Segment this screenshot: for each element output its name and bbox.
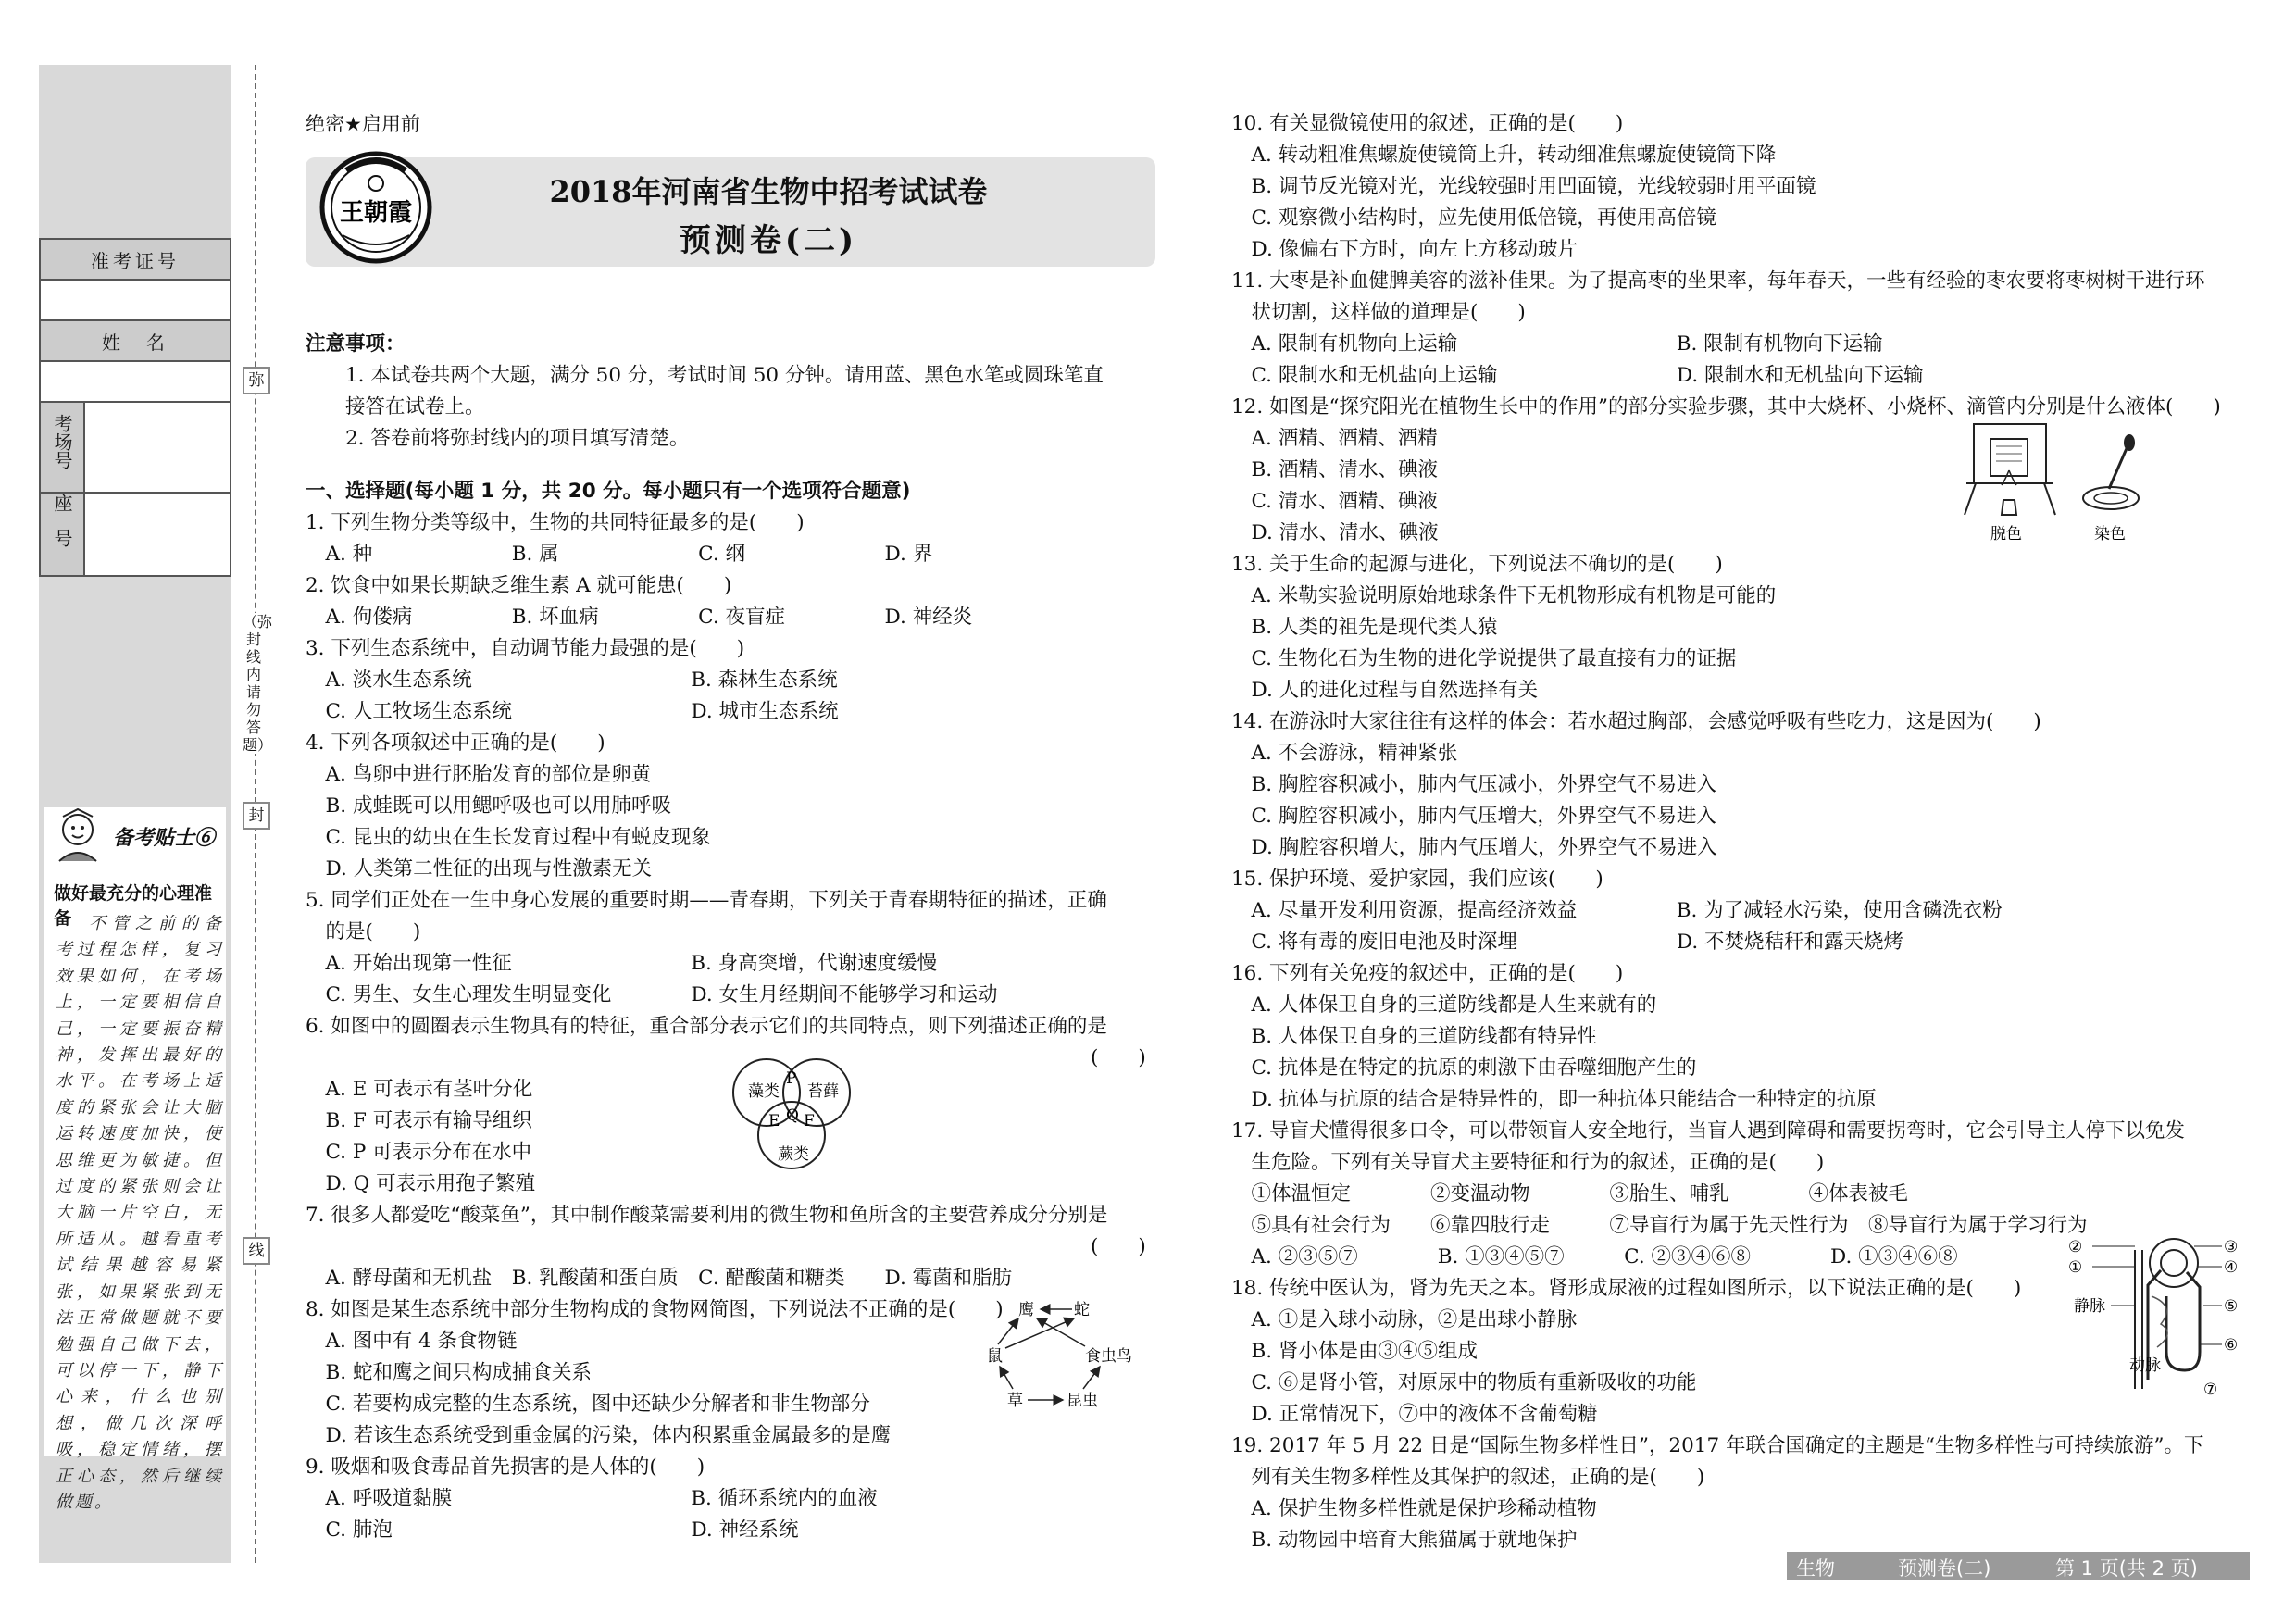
question-stem-cont: 生危险。下列有关导盲犬主要特征和行为的叙述，正确的是( ): [1231, 1151, 1825, 1174]
page-footer: [1787, 1552, 2250, 1580]
experiment-diagram: [1953, 419, 2157, 548]
venn-label: 藻类: [748, 1082, 780, 1101]
brand-logo: [318, 150, 433, 265]
question-option: A. 酒精、酒精、酒精: [1231, 427, 1438, 450]
question-stem-cont: 的是( ): [306, 920, 421, 943]
food-web-node: 食虫鸟: [1085, 1347, 1132, 1366]
question-option: B. 酒精、清水、碘液: [1231, 458, 1438, 481]
question-option: A. 转动粗准焦螺旋使镜筒上升，转动细准焦螺旋使镜筒下降: [1231, 144, 1777, 167]
name-field[interactable]: [40, 361, 231, 402]
question-option: B. 动物园中培育大熊猫属于就地保护: [1231, 1529, 1578, 1552]
seal-note: （弥封线内请勿答题）: [243, 613, 273, 754]
exam-tips-box: [44, 807, 226, 1512]
question-option: B. 蛇和鹰之间只构成捕食关系: [306, 1361, 592, 1384]
question-option: D. 若该生态系统受到重金属的污染，体内积累重金属最多的是鹰: [306, 1424, 892, 1447]
question-options: C. 男生、女生心理发生明显变化 D. 女生月经期间不能够学习和运动: [306, 983, 998, 1006]
venn-label: Q: [786, 1106, 799, 1125]
footer-page: 第 1 页(共 2 页): [2055, 1557, 2198, 1580]
notice-line: 2. 答卷前将弥封线内的项目填写清楚。: [306, 427, 690, 450]
question-options: A. 酵母菌和无机盐 B. 乳酸菌和蛋白质 C. 醋酸菌和糖类 D. 霉菌和脂肪: [306, 1267, 1013, 1290]
nephron-label: ④: [2224, 1258, 2239, 1277]
question-option: C. 生物化石为生物的进化学说提供了最直接有力的证据: [1231, 647, 1737, 670]
question-stem: 3. 下列生态系统中，自动调节能力最强的是( ): [306, 637, 745, 660]
question-option: D. 清水、清水、碘液: [1231, 521, 1439, 544]
question-options: A. 种 B. 属 C. 纲 D. 界: [306, 543, 933, 566]
question-options: A. 限制有机物向上运输 B. 限制有机物向下运输: [1231, 332, 1883, 356]
question-options: A. ②③⑤⑦ B. ①③④⑤⑦ C. ②③④⑥⑧ D. ①③④⑥⑧: [1231, 1245, 1958, 1268]
question-options: C. 肺泡 D. 神经系统: [306, 1518, 799, 1542]
logo-text: 王朝霞: [339, 199, 413, 227]
answer-paren: ( ): [1091, 1235, 1146, 1258]
question-option: B. 成蛙既可以用鳃呼吸也可以用肺呼吸: [306, 794, 671, 818]
exam-id-label: 准考证号: [40, 239, 231, 280]
question-option: D. Q 可表示用孢子繁殖: [306, 1172, 536, 1195]
experiment-label: 脱色: [1990, 525, 2022, 544]
question-stem: 1. 下列生物分类等级中，生物的共同特征最多的是( ): [306, 511, 805, 534]
venn-label: P: [786, 1069, 797, 1088]
food-web-node: 昆虫: [1067, 1392, 1098, 1410]
nephron-label: 动脉: [2129, 1356, 2161, 1375]
question-option: D. 胸腔容积增大，肺内气压增大，外界空气不易进入: [1231, 836, 1717, 859]
question-stem: 9. 吸烟和吸食毒品首先损害的是人体的( ): [306, 1456, 705, 1479]
seal-char-feng: 封: [243, 802, 270, 830]
food-web-diagram: [981, 1296, 1148, 1412]
name-label: 姓 名: [40, 320, 231, 361]
question-option: D. 正常情况下，⑦中的液体不含葡萄糖: [1231, 1403, 1598, 1426]
question-options: A. 淡水生态系统 B. 森林生态系统: [306, 669, 838, 692]
question-options: C. 将有毒的废旧电池及时深埋 D. 不焚烧秸秆和露天烧烤: [1231, 931, 1903, 954]
question-option: C. 若要构成完整的生态系统，图中还缺少分解者和非生物部分: [306, 1393, 870, 1416]
question-options: A. 佝偻病 B. 坏血病 C. 夜盲症 D. 神经炎: [306, 606, 973, 629]
venn-label: 蕨类: [778, 1145, 809, 1164]
question-stem: 17. 导盲犬懂得很多口令，可以带领盲人安全地行，当盲人遇到障碍和需要拐弯时，它会引导主人停下以免发: [1231, 1119, 2186, 1143]
question-stem: 12. 如图是“探究阳光在植物生长中的作用”的部分实验步骤，其中大烧杯、小烧杯、滴管内分别是什么液体( ): [1231, 395, 2221, 419]
question-stem: 11. 大枣是补血健脾美容的滋补佳果。为了提高枣的坐果率，每年春天，一些有经验的枣农要将枣树树干进行环: [1231, 269, 2205, 293]
question-stem: 13. 关于生命的起源与进化，下列说法不确切的是( ): [1231, 553, 1723, 576]
question-stem: 18. 传统中医认为，肾为先天之本。肾形成尿液的过程如图所示，以下说法正确的是( ): [1231, 1277, 2022, 1300]
nephron-label: ⑥: [2224, 1336, 2239, 1355]
seal-char-mi: 弥: [243, 367, 270, 394]
tips-heading: 做好最充分的心理准备: [54, 883, 213, 929]
question-option: B. F 可表示有输导组织: [306, 1109, 532, 1132]
notice-heading: 注意事项：: [306, 332, 406, 356]
question-stem: 8. 如图是某生态系统中部分生物构成的食物网简图，下列说法不正确的是( ): [306, 1298, 1004, 1321]
question-options: A. 尽量开发利用资源，提高经济效益 B. 为了减轻水污染，使用含磷洗衣粉: [1231, 899, 2003, 922]
room-label: [40, 402, 84, 493]
question-statements: ⑤具有社会行为 ⑥靠四肢行走 ⑦导盲行为属于先天性行为 ⑧导盲行为属于学习行为: [1231, 1214, 2088, 1237]
food-web-node: 蛇: [1074, 1301, 1090, 1319]
tips-title: 备考贴士⑥: [113, 826, 216, 850]
question-option: B. 肾小体是由③④⑤组成: [1231, 1340, 1478, 1363]
question-option: C. 胸腔容积减小，肺内气压增大，外界空气不易进入: [1231, 805, 1716, 828]
question-stem: 7. 很多人都爱吃“酸菜鱼”，其中制作酸菜需要利用的微生物和鱼所含的主要营养成分分别是: [306, 1204, 1108, 1227]
food-web-node: 草: [1007, 1392, 1023, 1410]
notice-line: 接答在试卷上。: [306, 395, 485, 419]
question-stem: 15. 保护环境、爱护家园，我们应该( ): [1231, 868, 1603, 891]
exam-subtitle: 预测卷(二): [679, 222, 858, 259]
venn-diagram: [722, 1046, 861, 1185]
question-options: C. 限制水和无机盐向上运输 D. 限制水和无机盐向下运输: [1231, 364, 1924, 387]
question-option: A. 米勒实验说明原始地球条件下无机物形成有机物是可能的: [1231, 584, 1777, 607]
question-stem: 16. 下列有关免疫的叙述中，正确的是( ): [1231, 962, 1624, 985]
question-stem: 19. 2017 年 5 月 22 日是“国际生物多样性日”，2017 年联合国确定的主题是“生物多样性与可持续旅游”。下: [1231, 1434, 2204, 1457]
answer-paren: ( ): [1091, 1046, 1146, 1069]
question-option: B. 人体保卫自身的三道防线都有特异性: [1231, 1025, 1597, 1048]
nephron-label: ②: [2068, 1238, 2083, 1256]
footer-paper: 预测卷(二): [1898, 1557, 1991, 1580]
question-option: D. 像偏右下方时，向左上方移动玻片: [1231, 238, 1578, 261]
section-heading: 一、选择题(每小题 1 分，共 20 分。每小题只有一个选项符合题意): [306, 480, 911, 503]
question-option: A. 图中有 4 条食物链: [306, 1330, 518, 1353]
question-options: C. 人工牧场生态系统 D. 城市生态系统: [306, 700, 839, 723]
experiment-label: 染色: [2094, 525, 2126, 544]
question-option: A. 不会游泳，精神紧张: [1231, 742, 1458, 765]
seat-field[interactable]: [84, 493, 231, 576]
question-option: B. 胸腔容积减小，肺内气压减小，外界空气不易进入: [1231, 773, 1716, 796]
question-option: A. E 可表示有茎叶分化: [306, 1078, 533, 1101]
food-web-node: 鹰: [1018, 1301, 1034, 1319]
tips-banner: [50, 807, 222, 863]
question-option: A. 保护生物多样性就是保护珍稀动植物: [1231, 1497, 1597, 1520]
question-option: C. ⑥是肾小管，对原尿中的物质有重新吸收的功能: [1231, 1371, 1697, 1394]
seal-char-xian: 线: [243, 1237, 270, 1265]
question-option: D. 人类第二性征的出现与性激素无关: [306, 857, 653, 881]
exam-id-field[interactable]: [40, 280, 231, 320]
nephron-label: ③: [2224, 1238, 2239, 1256]
question-option: A. ①是入球小动脉，②是出球小静脉: [1231, 1308, 1578, 1331]
venn-label: 苔藓: [807, 1082, 839, 1101]
question-stem: 5. 同学们正处在一生中身心发展的重要时期——青春期，下列关于青春期特征的描述，正确: [306, 889, 1107, 912]
question-stem: 14. 在游泳时大家往往有这样的体会：若水超过胸部，会感觉呼吸有些吃力，这是因为( ): [1231, 710, 2041, 733]
question-statements: ①体温恒定 ②变温动物 ③胎生、哺乳 ④体表被毛: [1231, 1182, 1909, 1206]
room-label-text: 考场号: [51, 414, 73, 469]
seat-label: [40, 493, 84, 576]
question-stem: 10. 有关显微镜使用的叙述，正确的是( ): [1231, 112, 1624, 135]
question-option: B. 调节反光镜对光，光线较强时用凹面镜，光线较弱时用平面镜: [1231, 175, 1816, 198]
nephron-label: ①: [2068, 1258, 2083, 1277]
question-option: A. 人体保卫自身的三道防线都是人生来就有的: [1231, 993, 1657, 1017]
question-option: C. 昆虫的幼虫在生长发育过程中有蜕皮现象: [306, 826, 711, 849]
exam-title: 2018年河南省生物中招考试试卷: [549, 174, 988, 209]
nephron-diagram: [2065, 1231, 2250, 1398]
question-stem-cont: 状切割，这样做的道理是( ): [1231, 301, 1526, 324]
question-option: C. P 可表示分布在水中: [306, 1141, 532, 1164]
question-option: D. 抗体与抗原的结合是特异性的，即一种抗体只能结合一种特定的抗原: [1231, 1088, 1877, 1111]
question-option: C. 观察微小结构时，应先使用低倍镜，再使用高倍镜: [1231, 206, 1716, 230]
question-options: A. 开始出现第一性征 B. 身高突增，代谢速度缓慢: [306, 952, 938, 975]
logo-icon: [318, 150, 433, 265]
question-stem: 6. 如图中的圆圈表示生物具有的特征，重合部分表示它们的共同特点，则下列描述正确的是: [306, 1015, 1107, 1038]
nephron-label: 静脉: [2074, 1297, 2105, 1316]
notice-line: 1. 本试卷共两个大题，满分 50 分，考试时间 50 分钟。请用蓝、黑色水笔或圆珠笔直: [306, 364, 1104, 387]
question-option: D. 人的进化过程与自然选择有关: [1231, 679, 1539, 702]
room-field[interactable]: [84, 402, 231, 493]
candidate-info-table: [39, 238, 231, 577]
venn-label: F: [804, 1112, 815, 1131]
nephron-label: ⑤: [2224, 1297, 2239, 1316]
question-option: B. 人类的祖先是现代类人猿: [1231, 616, 1498, 639]
seat-label-text: 座号: [51, 494, 73, 564]
footer-subject: 生物: [1796, 1557, 1835, 1580]
question-stem-cont: 列有关生物多样性及其保护的叙述，正确的是( ): [1231, 1466, 1705, 1489]
confidential-mark: 绝密★启用前: [306, 113, 420, 135]
question-stem: 2. 饮食中如果长期缺乏维生素 A 就可能患( ): [306, 574, 732, 597]
nephron-label: ⑦: [2203, 1381, 2218, 1398]
tips-text: 不管之前的备考过程怎样，复习效果如何，在考场上，一定要相信自己，一定要振奋精神，发挥出最好的水平。在考场上适度的紧张会让大脑运转速度加快，使思维更为敏捷。但过度的紧张则会让大脑一片空白，无所适从。越看重考试结果越容易紧张，如果紧张到无法正常做题就不要勉强自己做下去，可以停一下，静下心来，什么也别想，做几次深呼吸，稳定情绪，摆正心态，然后继续做题。: [56, 914, 224, 1512]
food-web-node: 鼠: [987, 1347, 1003, 1366]
question-option: C. 抗体是在特定的抗原的刺激下由吞噬细胞产生的: [1231, 1056, 1697, 1080]
question-options: A. 呼吸道黏膜 B. 循环系统内的血液: [306, 1487, 878, 1510]
question-option: C. 清水、酒精、碘液: [1231, 490, 1438, 513]
question-stem: 4. 下列各项叙述中正确的是( ): [306, 731, 605, 755]
question-option: A. 鸟卵中进行胚胎发育的部位是卵黄: [306, 763, 652, 786]
venn-label: E: [768, 1112, 780, 1131]
